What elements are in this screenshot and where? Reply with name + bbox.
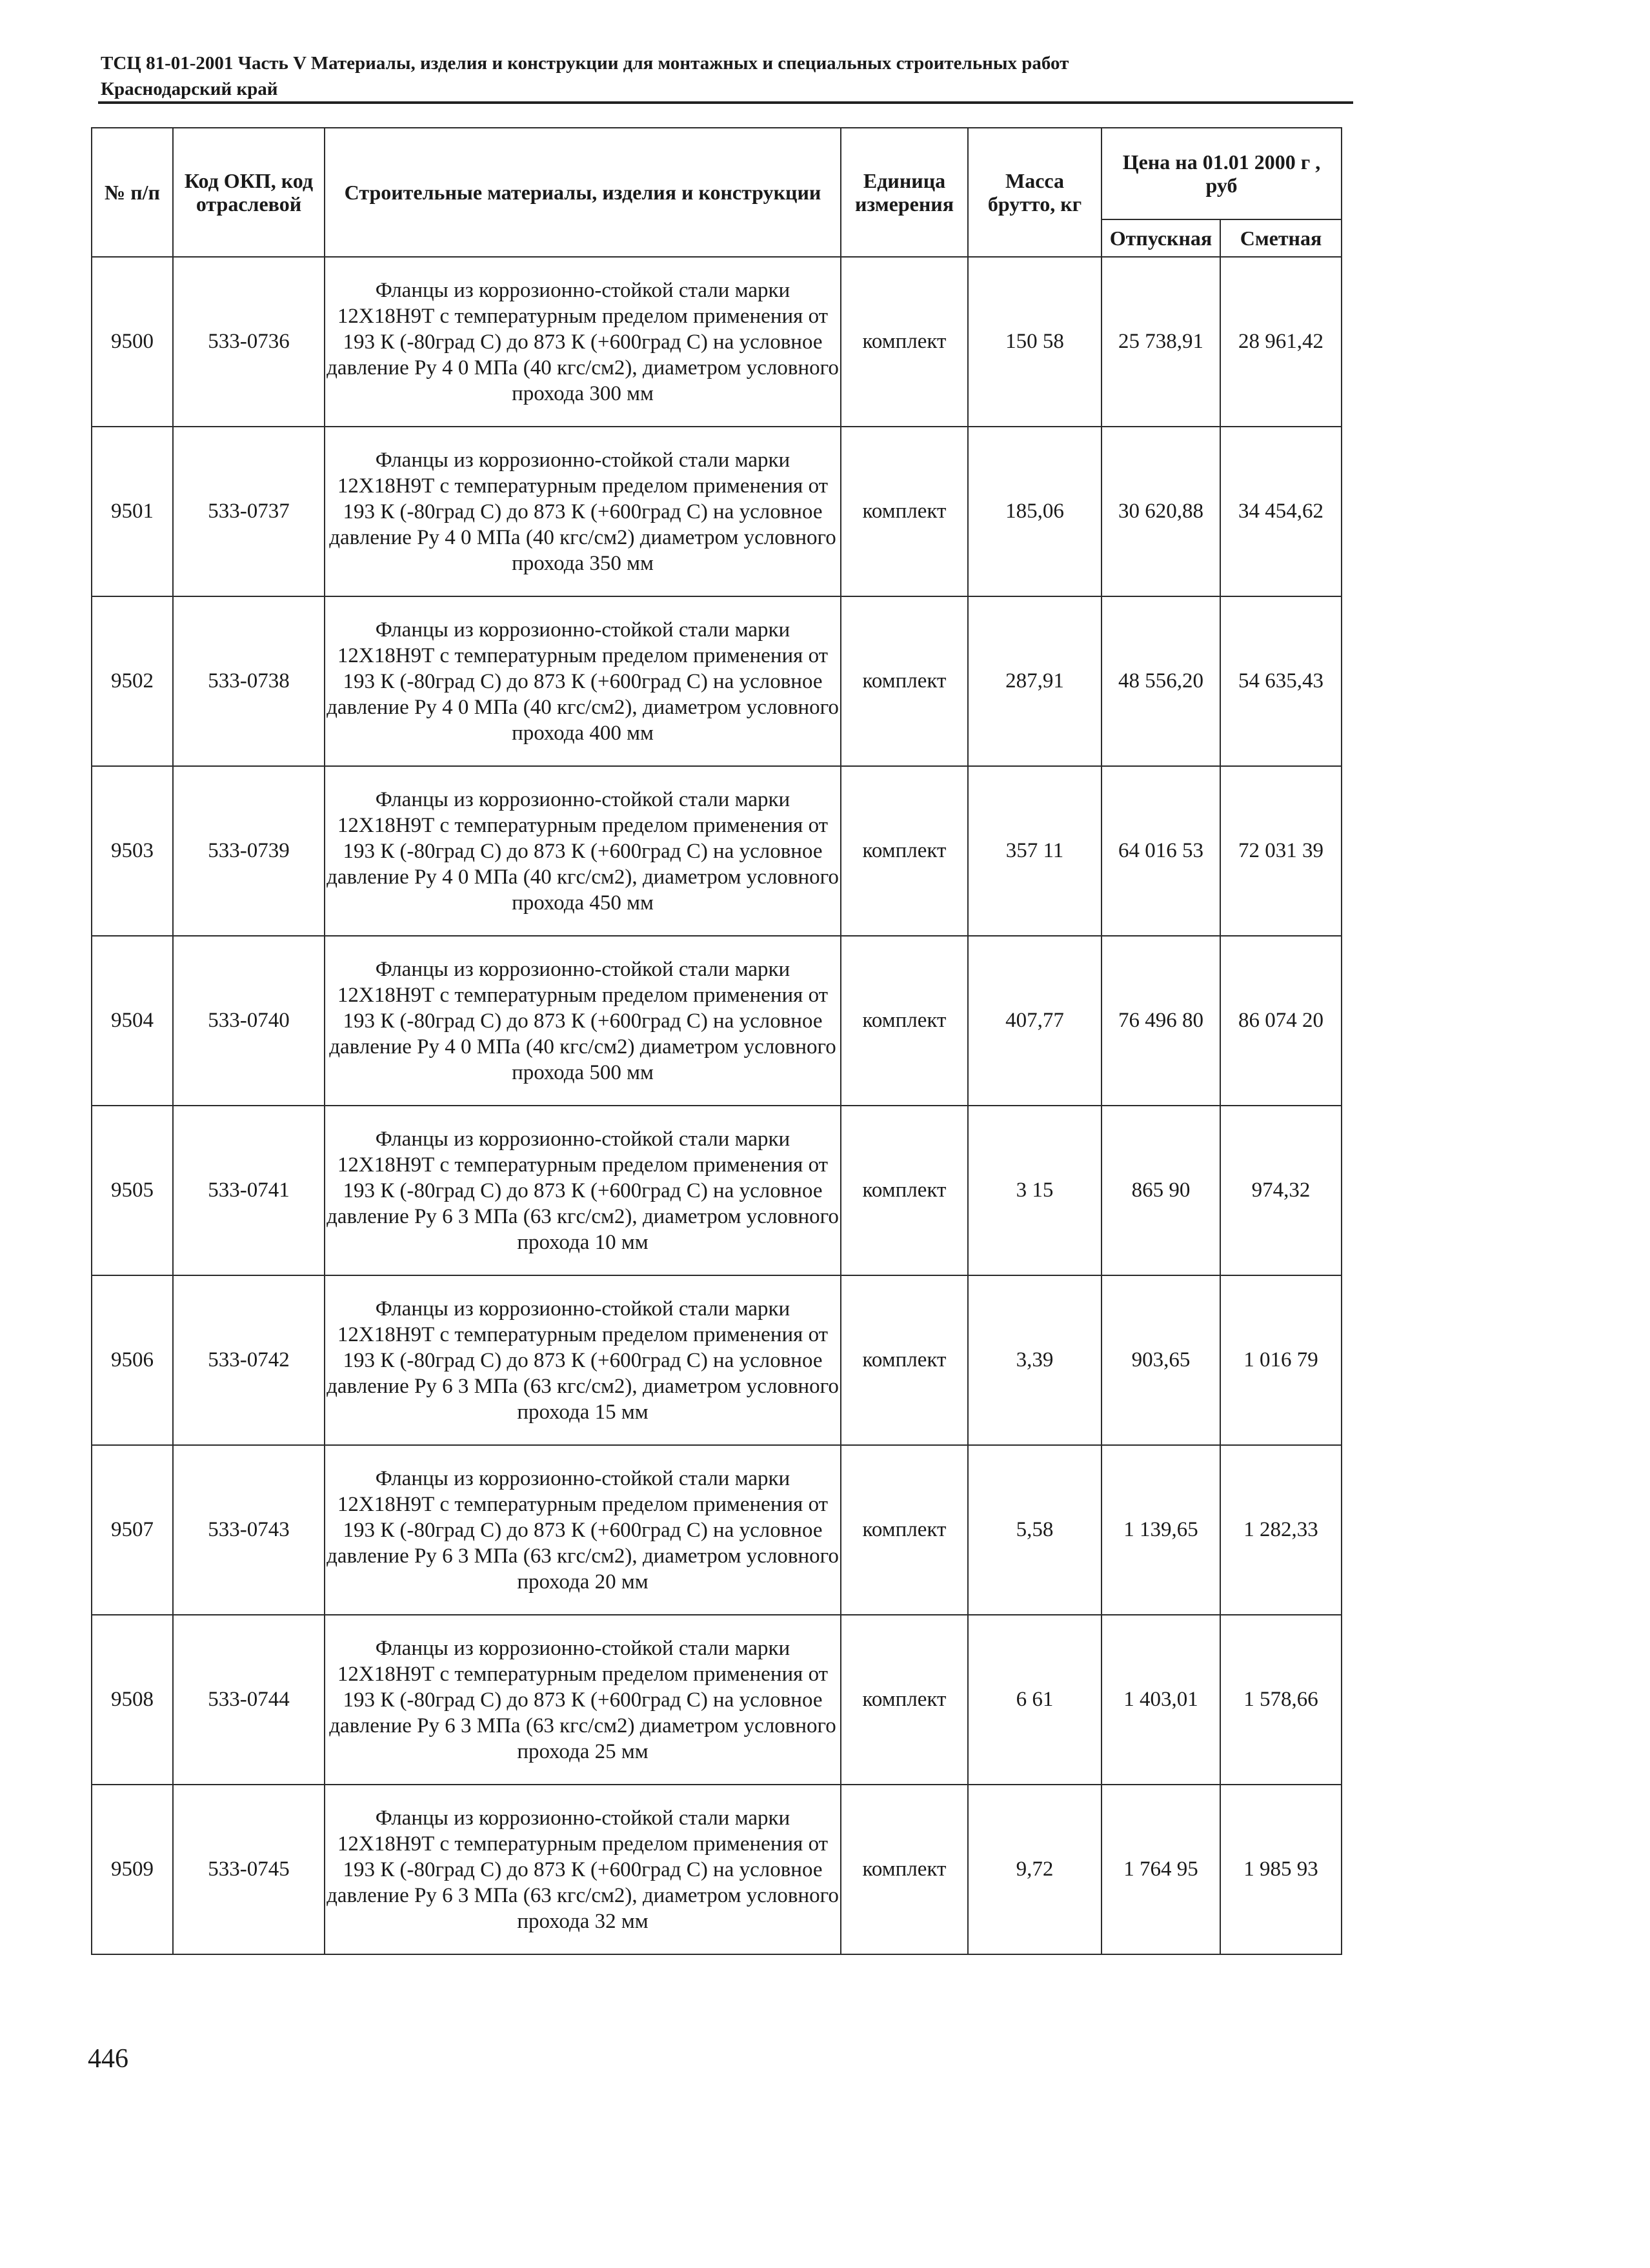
cell-unit: комплект xyxy=(841,1785,968,1954)
table-row xyxy=(92,1106,1342,1275)
cell-code: 533-0739 xyxy=(173,766,325,936)
table-row xyxy=(92,1445,1342,1615)
table-row xyxy=(92,1615,1342,1785)
cell-price-release: 25 738,91 xyxy=(1102,257,1220,427)
cell-mass: 9,72 xyxy=(968,1785,1102,1954)
col-header-price-estimate: Сметная xyxy=(1220,219,1342,257)
cell-unit: комплект xyxy=(841,1275,968,1445)
cell-unit: комплект xyxy=(841,1615,968,1785)
cell-num: 9505 xyxy=(92,1106,173,1275)
cell-price-estimate: 974,32 xyxy=(1220,1106,1342,1275)
cell-code: 533-0745 xyxy=(173,1785,325,1954)
header-region: Краснодарский край xyxy=(101,79,278,99)
cell-description: Фланцы из коррозионно-стойкой стали марки 12Х18Н9Т с температурным пределом применения от 193 К (-80град С) до 873 К (+600град С) на условное давление Ру 6 3 МПа (63 кгс/см2), диаметром условного прохода 10 мм xyxy=(325,1106,841,1275)
cell-price-release: 1 764 95 xyxy=(1102,1785,1220,1954)
cell-mass: 6 61 xyxy=(968,1615,1102,1785)
cell-description: Фланцы из коррозионно-стойкой стали марки 12Х18Н9Т с температурным пределом применения от 193 К (-80град С) до 873 К (+600град С) на условное давление Ру 6 3 МПа (63 кгс/см2), диаметром условного прохода 20 мм xyxy=(325,1445,841,1615)
cell-description: Фланцы из коррозионно-стойкой стали марки 12Х18Н9Т с температурным пределом применения от 193 К (-80град С) до 873 К (+600град С) на условное давление Ру 6 3 МПа (63 кгс/см2), диаметром условного прохода 15 мм xyxy=(325,1275,841,1445)
cell-unit: комплект xyxy=(841,766,968,936)
header-rule xyxy=(98,101,1353,104)
cell-price-release: 865 90 xyxy=(1102,1106,1220,1275)
cell-price-estimate: 1 985 93 xyxy=(1220,1785,1342,1954)
cell-code: 533-0743 xyxy=(173,1445,325,1615)
cell-unit: комплект xyxy=(841,936,968,1106)
cell-mass: 5,58 xyxy=(968,1445,1102,1615)
cell-mass: 3 15 xyxy=(968,1106,1102,1275)
col-header-price-group: Цена на 01.01 2000 г , руб xyxy=(1102,128,1342,219)
cell-num: 9504 xyxy=(92,936,173,1106)
cell-code: 533-0741 xyxy=(173,1106,325,1275)
table-row xyxy=(92,1785,1342,1954)
cell-num: 9509 xyxy=(92,1785,173,1954)
cell-price-estimate: 1 282,33 xyxy=(1220,1445,1342,1615)
cell-price-release: 64 016 53 xyxy=(1102,766,1220,936)
col-header-mass: Масса брутто, кг xyxy=(968,128,1102,257)
cell-price-estimate: 34 454,62 xyxy=(1220,427,1342,596)
table-row xyxy=(92,936,1342,1106)
cell-description: Фланцы из коррозионно-стойкой стали марки 12Х18Н9Т с температурным пределом применения от 193 К (-80град С) до 873 К (+600град С) на условное давление Ру 4 0 МПа (40 кгс/см2), диаметром условного прохода 400 мм xyxy=(325,596,841,766)
table-row xyxy=(92,766,1342,936)
cell-price-estimate: 72 031 39 xyxy=(1220,766,1342,936)
cell-mass: 407,77 xyxy=(968,936,1102,1106)
page-header xyxy=(101,50,1350,102)
table-row xyxy=(92,427,1342,596)
cell-description: Фланцы из коррозионно-стойкой стали марки 12Х18Н9Т с температурным пределом применения от 193 К (-80град С) до 873 К (+600град С) на условное давление Ру 6 3 МПа (63 кгс/см2), диаметром условного прохода 32 мм xyxy=(325,1785,841,1954)
cell-code: 533-0740 xyxy=(173,936,325,1106)
table-row xyxy=(92,596,1342,766)
cell-description: Фланцы из коррозионно-стойкой стали марки 12Х18Н9Т с температурным пределом применения от 193 К (-80град С) до 873 К (+600град С) на условное давление Ру 4 0 МПа (40 кгс/см2), диаметром условного прохода 300 мм xyxy=(325,257,841,427)
header-title: ТСЦ 81-01-2001 Часть V Материалы, изделия и конструкции для монтажных и специальных строительных работ xyxy=(101,53,1069,74)
cell-price-release: 76 496 80 xyxy=(1102,936,1220,1106)
cell-code: 533-0738 xyxy=(173,596,325,766)
cell-mass: 185,06 xyxy=(968,427,1102,596)
cell-num: 9502 xyxy=(92,596,173,766)
price-table xyxy=(91,127,1342,1955)
cell-mass: 150 58 xyxy=(968,257,1102,427)
cell-code: 533-0737 xyxy=(173,427,325,596)
cell-unit: комплект xyxy=(841,1445,968,1615)
cell-num: 9500 xyxy=(92,257,173,427)
cell-description: Фланцы из коррозионно-стойкой стали марки 12Х18Н9Т с температурным пределом применения от 193 К (-80град С) до 873 К (+600град С) на условное давление Ру 4 0 МПа (40 кгс/см2) диаметром условного прохода 350 мм xyxy=(325,427,841,596)
col-header-unit: Единица измерения xyxy=(841,128,968,257)
cell-price-release: 903,65 xyxy=(1102,1275,1220,1445)
page-number: 446 xyxy=(88,2044,128,2074)
cell-price-release: 1 139,65 xyxy=(1102,1445,1220,1615)
cell-description: Фланцы из коррозионно-стойкой стали марки 12Х18Н9Т с температурным пределом применения от 193 К (-80град С) до 873 К (+600град С) на условное давление Ру 4 0 МПа (40 кгс/см2), диаметром условного прохода 450 мм xyxy=(325,766,841,936)
cell-mass: 357 11 xyxy=(968,766,1102,936)
cell-num: 9506 xyxy=(92,1275,173,1445)
cell-price-release: 48 556,20 xyxy=(1102,596,1220,766)
col-header-num: № п/п xyxy=(92,128,173,257)
cell-code: 533-0744 xyxy=(173,1615,325,1785)
cell-mass: 3,39 xyxy=(968,1275,1102,1445)
cell-price-release: 30 620,88 xyxy=(1102,427,1220,596)
table-row xyxy=(92,257,1342,427)
cell-unit: комплект xyxy=(841,1106,968,1275)
cell-unit: комплект xyxy=(841,427,968,596)
cell-price-estimate: 1 578,66 xyxy=(1220,1615,1342,1785)
cell-num: 9501 xyxy=(92,427,173,596)
cell-unit: комплект xyxy=(841,596,968,766)
cell-mass: 287,91 xyxy=(968,596,1102,766)
cell-unit: комплект xyxy=(841,257,968,427)
cell-price-release: 1 403,01 xyxy=(1102,1615,1220,1785)
cell-num: 9503 xyxy=(92,766,173,936)
cell-price-estimate: 86 074 20 xyxy=(1220,936,1342,1106)
cell-price-estimate: 28 961,42 xyxy=(1220,257,1342,427)
cell-code: 533-0736 xyxy=(173,257,325,427)
col-header-price-release: Отпускная xyxy=(1102,219,1220,257)
cell-num: 9507 xyxy=(92,1445,173,1615)
cell-description: Фланцы из коррозионно-стойкой стали марки 12Х18Н9Т с температурным пределом применения от 193 К (-80град С) до 873 К (+600град С) на условное давление Ру 4 0 МПа (40 кгс/см2) диаметром условного прохода 500 мм xyxy=(325,936,841,1106)
col-header-code: Код ОКП, код отраслевой xyxy=(173,128,325,257)
cell-price-estimate: 1 016 79 xyxy=(1220,1275,1342,1445)
cell-num: 9508 xyxy=(92,1615,173,1785)
table-row xyxy=(92,1275,1342,1445)
cell-description: Фланцы из коррозионно-стойкой стали марки 12Х18Н9Т с температурным пределом применения от 193 К (-80град С) до 873 К (+600град С) на условное давление Ру 6 3 МПа (63 кгс/см2) диаметром условного прохода 25 мм xyxy=(325,1615,841,1785)
cell-price-estimate: 54 635,43 xyxy=(1220,596,1342,766)
col-header-name: Строительные материалы, изделия и конструкции xyxy=(325,128,841,257)
cell-code: 533-0742 xyxy=(173,1275,325,1445)
